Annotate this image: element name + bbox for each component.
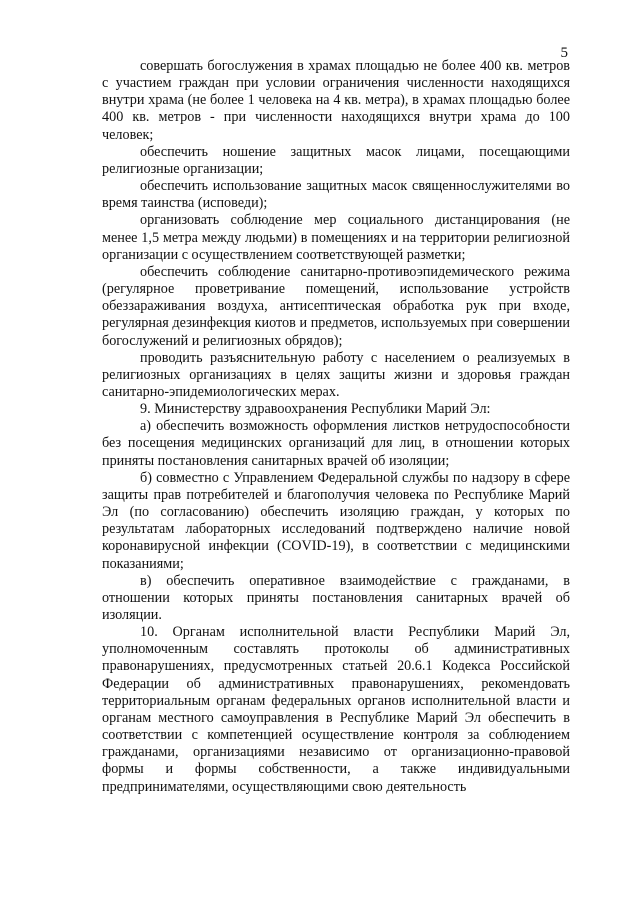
paragraph-masks-clergy: обеспечить использование защитных масок священнослужителями во время таинства (исповеди); (102, 178, 570, 212)
paragraph-sanitary-regime: обеспечить соблюдение санитарно-противоэпидемического режима (регулярное проветривание помещений, использование устройств обеззараживания воздуха, антисептическая обработка рук при входе, регулярная дезинфекция киотов и предметов, используемых при совершении богослужений и религиозных обрядов); (102, 263, 570, 349)
clause-10: 10. Органам исполнительной власти Республики Марий Эл, уполномоченным составлять протоколы об административных правонарушениях, предусмотренных статьей 20.6.1 Кодекса Российской Федерации об административных правонарушениях, рекомендовать территориальным органам федеральных органов исполнительной власти и органам местного самоуправления в Республике Марий Эл обеспечить в соответствии с компетенцией осуществление контроля за соблюдением гражданами, организациями независимо от организационно-правовой формы и формы собственности, а также индивидуальными предпринимателями, осуществляющими свою деятельность (102, 624, 570, 795)
paragraph-masks-visitors: обеспечить ношение защитных масок лицами, посещающими религиозные организации; (102, 143, 570, 177)
document-body (102, 58, 570, 796)
paragraph-worship-services: совершать богослужения в храмах площадью не более 400 кв. метров с участием граждан при условии ограничения численности находящихся внутри храма (не более 1 человека на 4 кв. метра), в храмах площадью более 400 кв. метров - при численности находящихся внутри храма до 100 человек; (102, 58, 570, 143)
clause-9a: а) обеспечить возможность оформления листков нетрудоспособности без посещения медицинских организаций для лиц, в отношении которых приняты постановления санитарных врачей об изоляции; (102, 418, 570, 469)
clause-9c: в) обеспечить оперативное взаимодействие с гражданами, в отношении которых приняты постановления санитарных врачей об изоляции. (102, 572, 570, 623)
clause-9b: б) совместно с Управлением Федеральной службы по надзору в сфере защиты прав потребителей и благополучия человека по Республике Марий Эл (по согласованию) обеспечить изоляцию граждан, у которых по результатам лабораторных исследований подтверждено наличие новой коронавирусной инфекции (COVID-19), в соответствии с медицинскими показаниями; (102, 469, 570, 572)
paragraph-explanatory-work: проводить разъяснительную работу с населением о реализуемых в религиозных организациях в целях защиты жизни и здоровья граждан санитарно-эпидемиологических мерах. (102, 349, 570, 400)
paragraph-social-distancing: организовать соблюдение мер социального дистанцирования (не менее 1,5 метра между людьми) в помещениях и на территории религиозной организации с осуществлением соответствующей разметки; (102, 212, 570, 263)
clause-9-heading: 9. Министерству здравоохранения Республики Марий Эл: (140, 401, 491, 418)
page-number: 5 (560, 45, 568, 61)
